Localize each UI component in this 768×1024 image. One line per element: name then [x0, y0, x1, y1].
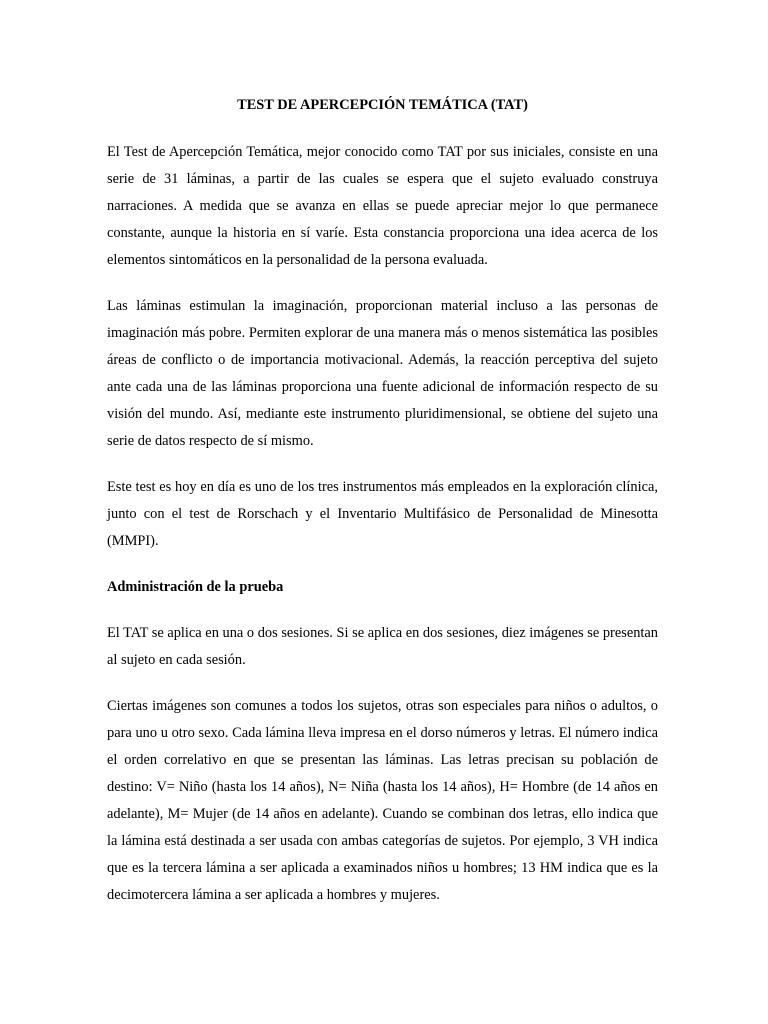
section-heading: Administración de la prueba	[107, 579, 284, 595]
document-title: TEST DE APERCEPCIÓN TEMÁTICA (TAT)	[237, 97, 528, 113]
paragraph-admin-2: Ciertas imágenes son comunes a todos los sujetos, otras son especiales para niños o adultos, o para uno u otro sexo. Cada lámina lleva impresa en el dorso números y letras. El número indica el orden correlativo en que se presentan las láminas. Las letras precisan su población de destino: V= Niño (hasta los 14 años), N= Niña (hasta los 14 años), H= Hombre (de 14 años en adelante), M= Mujer (de 14 años en adelante). Cuando se combinan dos letras, ello indica que la lámina está destinada a ser usada con ambas categorías de sujetos. Por ejemplo, 3 VH indica que es la tercera lámina a ser aplicada a examinados niños u hombres; 13 HM indica que es la decimotercera lámina a ser aplicada a hombres y mujeres.	[107, 698, 658, 903]
paragraph-intro-2: Las láminas estimulan la imaginación, proporcionan material incluso a las personas de imaginación más pobre. Permiten explorar de una manera más o menos sistemática las posibles áreas de conflicto o de importancia motivacional. Además, la reacción perceptiva del sujeto ante cada una de las láminas proporciona una fuente adicional de información respecto de su visión del mundo. Así, mediante este instrumento pluridimensional, se obtiene del sujeto una serie de datos respecto de sí mismo.	[107, 298, 658, 449]
paragraph-intro-1: El Test de Apercepción Temática, mejor conocido como TAT por sus iniciales, consiste en una serie de 31 láminas, a partir de las cuales se espera que el sujeto evaluado construya narraciones. A medida que se avanza en ellas se puede apreciar mejor lo que permanece constante, aunque la historia en sí varíe. Esta constancia proporciona una idea acerca de los elementos sintomáticos en la personalidad de la persona evaluada.	[107, 144, 658, 268]
paragraph-admin-1: El TAT se aplica en una o dos sesiones. Si se aplica en dos sesiones, diez imágenes se presentan al sujeto en cada sesión.	[107, 625, 658, 668]
paragraph-intro-3: Este test es hoy en día es uno de los tres instrumentos más empleados en la exploración clínica, junto con el test de Rorschach y el Inventario Multifásico de Personalidad de Minesotta (MMPI).	[107, 479, 658, 549]
document-page	[107, 92, 658, 928]
